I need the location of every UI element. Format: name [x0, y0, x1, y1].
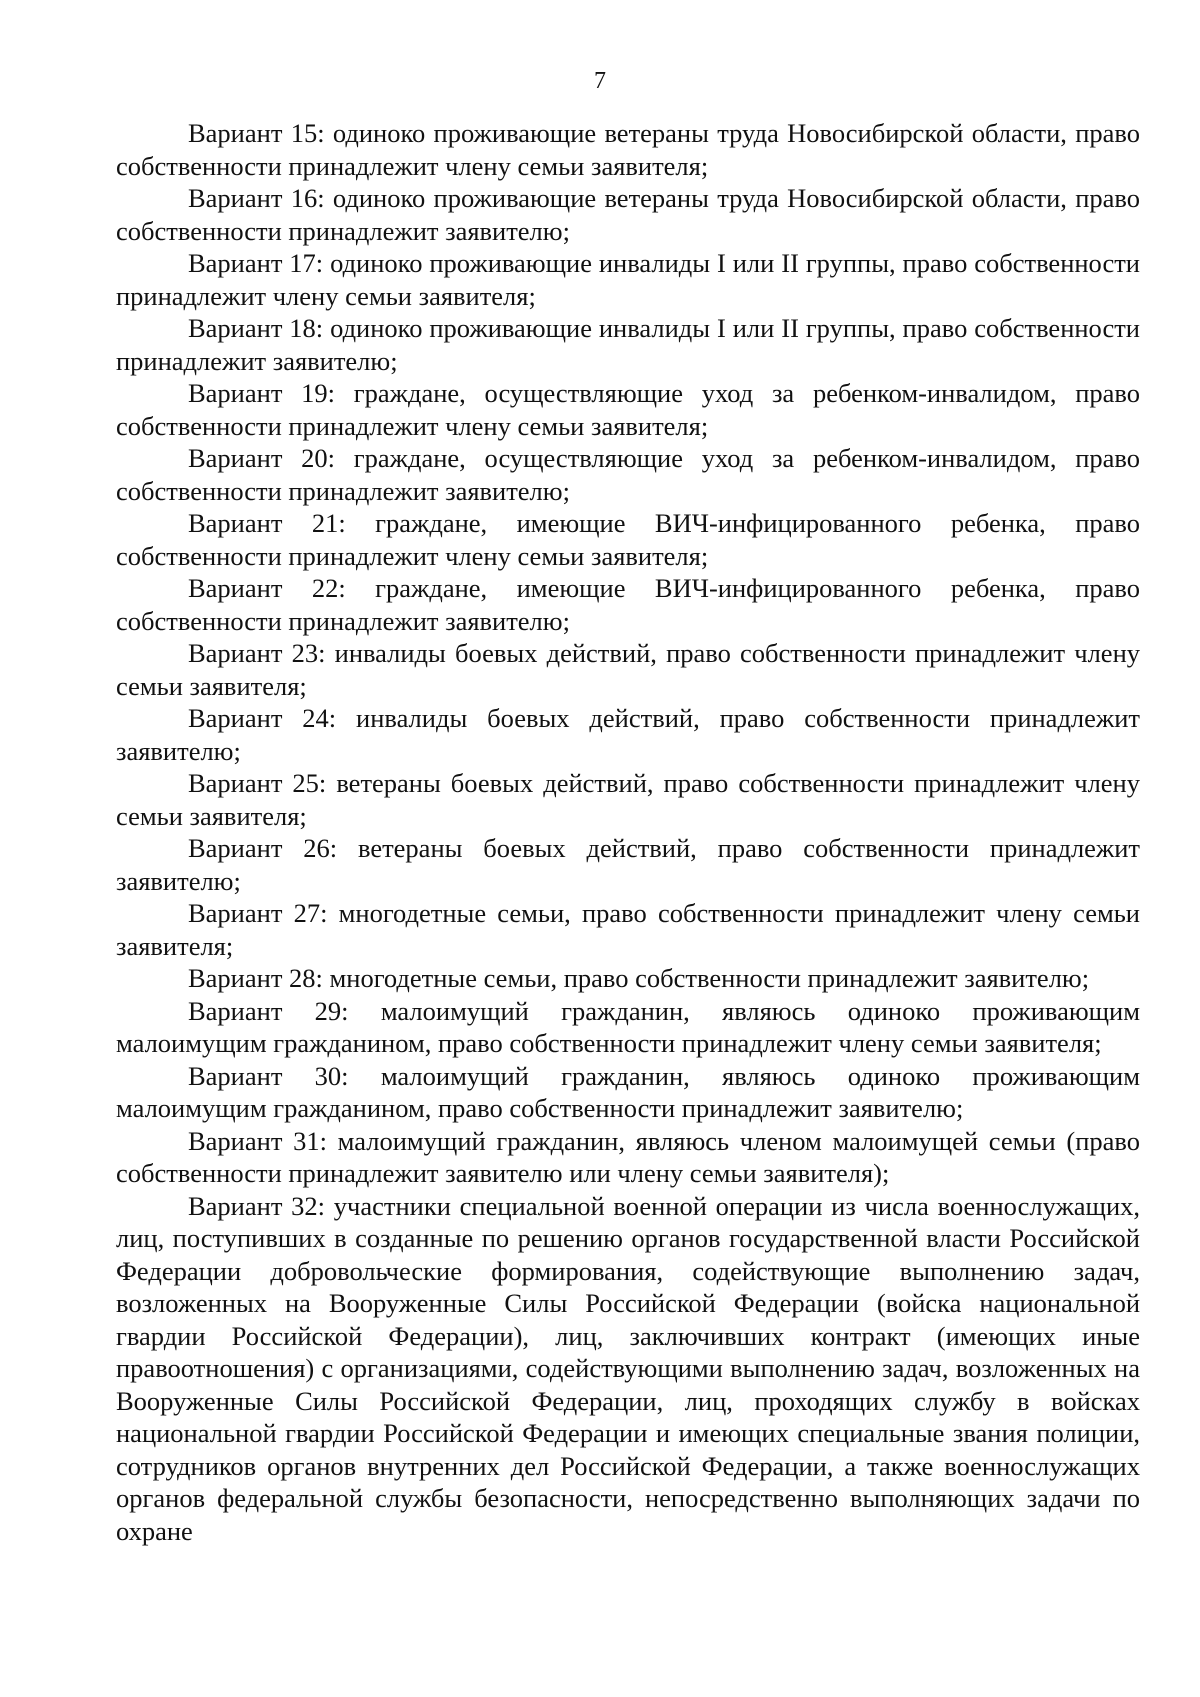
paragraph-variant-31: Вариант 31: малоимущий гражданин, являюсь членом малоимущей семьи (право собственности принадлежит заявителю или члену семьи заявителя); — [116, 1125, 1140, 1188]
paragraph-variant-18: Вариант 18: одиноко проживающие инвалиды I или II группы, право собственности принадлежит заявителю; — [116, 313, 1140, 376]
paragraph-variant-26: Вариант 26: ветераны боевых действий, право собственности принадлежит заявителю; — [116, 833, 1140, 896]
paragraph-variant-23: Вариант 23: инвалиды боевых действий, право собственности принадлежит члену семьи заявителя; — [116, 638, 1140, 701]
paragraph-variant-28: Вариант 28: многодетные семьи, право собственности принадлежит заявителю; — [188, 963, 1090, 993]
paragraph-variant-32: Вариант 32: участники специальной военной операции из числа военнослужащих, лиц, поступивших в созданные по решению органов государственной власти Российской Федерации добровольческие формирования, содействующие выполнению задач, возложенных на Вооруженные Силы Российской Федерации (войска национальной гвардии Российской Федерации), лиц, заключивших контракт (имеющих иные правоотношения) с организациями, содействующими выполнению задач, возложенных на Вооруженные Силы Российской Федерации, лиц, проходящих службу в войсках национальной гвардии Российской Федерации и имеющих специальные звания полиции, сотрудников органов внутренних дел Российской Федерации, а также военнослужащих органов федеральной службы безопасности, непосредственно выполняющих задачи по охране — [116, 1190, 1140, 1546]
paragraph-variant-27: Вариант 27: многодетные семьи, право собственности принадлежит члену семьи заявителя; — [116, 898, 1140, 961]
page-number: 7 — [594, 68, 606, 94]
document-body — [116, 117, 1140, 1547]
paragraph-variant-25: Вариант 25: ветераны боевых действий, право собственности принадлежит члену семьи заявителя; — [116, 768, 1140, 831]
paragraph-variant-20: Вариант 20: граждане, осуществляющие уход за ребенком-инвалидом, право собственности принадлежит заявителю; — [116, 443, 1140, 506]
paragraph-variant-21: Вариант 21: граждане, имеющие ВИЧ-инфицированного ребенка, право собственности принадлежит члену семьи заявителя; — [116, 508, 1140, 571]
paragraph-variant-29: Вариант 29: малоимущий гражданин, являюсь одиноко проживающим малоимущим гражданином, право собственности принадлежит члену семьи заявителя; — [116, 995, 1140, 1058]
paragraph-variant-15: Вариант 15: одиноко проживающие ветераны труда Новосибирской области, право собственности принадлежит члену семьи заявителя; — [116, 118, 1140, 181]
paragraph-variant-30: Вариант 30: малоимущий гражданин, являюсь одиноко проживающим малоимущим гражданином, право собственности принадлежит заявителю; — [116, 1060, 1140, 1123]
paragraph-variant-16: Вариант 16: одиноко проживающие ветераны труда Новосибирской области, право собственности принадлежит заявителю; — [116, 183, 1140, 246]
paragraph-variant-17: Вариант 17: одиноко проживающие инвалиды I или II группы, право собственности принадлежит члену семьи заявителя; — [116, 248, 1140, 311]
paragraph-variant-19: Вариант 19: граждане, осуществляющие уход за ребенком-инвалидом, право собственности принадлежит члену семьи заявителя; — [116, 378, 1140, 441]
paragraph-variant-24: Вариант 24: инвалиды боевых действий, право собственности принадлежит заявителю; — [116, 703, 1140, 766]
paragraph-variant-22: Вариант 22: граждане, имеющие ВИЧ-инфицированного ребенка, право собственности принадлежит заявителю; — [116, 573, 1140, 636]
